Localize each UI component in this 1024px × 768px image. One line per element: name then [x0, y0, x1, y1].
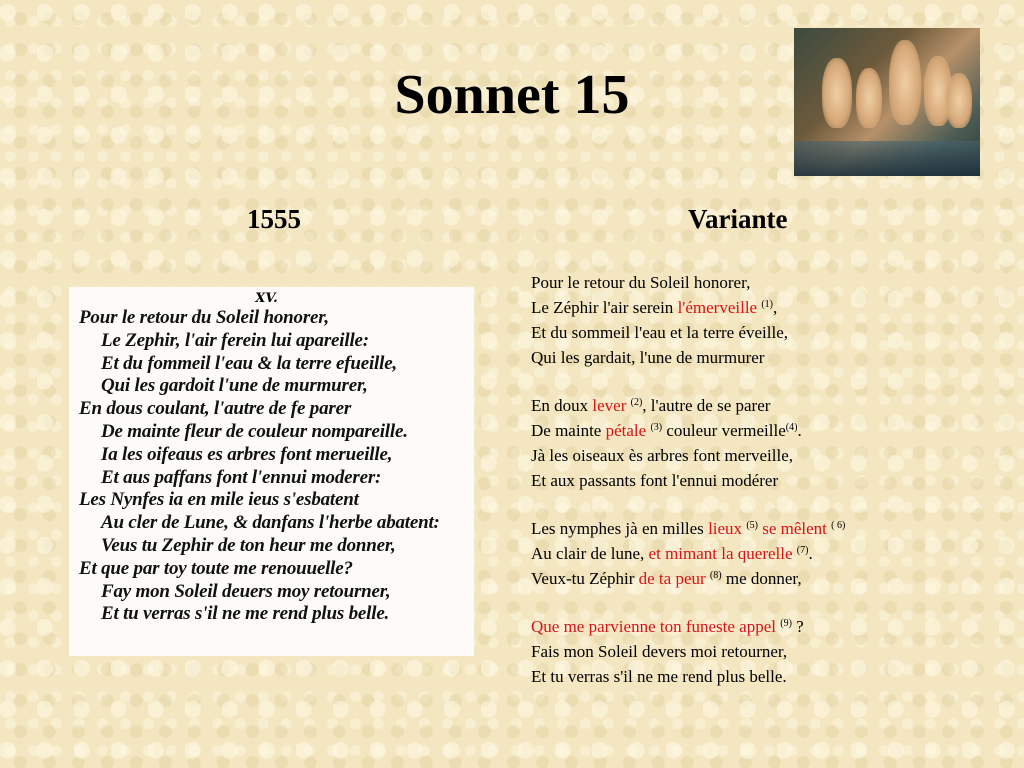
footnote-ref: (7): [796, 545, 809, 556]
variant-word: de ta peur: [638, 569, 706, 588]
scan-line: Et tu verras s'il ne me rend plus belle.: [101, 603, 390, 625]
original-text-scan: [69, 287, 474, 656]
footnote-ref: (4): [785, 422, 798, 433]
variant-poem: [531, 270, 971, 712]
scan-line: Et que par toy toute me renouuelle?: [79, 557, 353, 579]
scan-line: En dous coulant, l'autre de fe parer: [79, 398, 352, 420]
footnote-ref: (5): [746, 520, 758, 531]
poem-line: De mainte pétale $^{(3)}$ couleur vermeille$^{(4)}$.: [531, 421, 802, 440]
scan-line: Qui les gardoit l'une de murmurer,: [101, 375, 368, 397]
poem-line: Qui les gardait, l'une de murmurer: [531, 348, 765, 367]
scan-line: Les Nynfes ia en mile ieus s'esbatent: [79, 489, 359, 511]
variant-word: l'émerveille: [677, 298, 758, 317]
scan-line: Fay mon Soleil deuers moy retourner,: [101, 580, 391, 602]
poem-line: En doux lever $^{(2)}$, l'autre de se parer: [531, 396, 771, 415]
footnote-ref: (2): [630, 397, 643, 408]
scan-line: De mainte fleur de couleur nompareille.: [101, 420, 408, 442]
stanza-1: [531, 270, 971, 370]
poem-line: Et tu verras s'il ne me rend plus belle.: [531, 667, 787, 686]
poem-line: Fais mon Soleil devers moi retourner,: [531, 642, 788, 661]
column-heading-variant: Variante: [688, 204, 788, 234]
poem-line: Jà les oiseaux ès arbres font merveille,: [531, 446, 793, 465]
footnote-ref: (9): [780, 618, 792, 629]
poem-line: Au clair de lune, et mimant la querelle $^{(7)}$.: [531, 544, 813, 563]
scan-line: Et du fommeil l'eau & la terre efueille,: [101, 352, 397, 374]
scan-line: Veus tu Zephir de ton heur me donner,: [101, 534, 396, 556]
scan-line: Au cler de Lune, & danfans l'herbe abatent:: [101, 512, 440, 534]
stanza-3: [531, 516, 971, 591]
slide-title: Sonnet 15: [394, 64, 630, 126]
footnote-ref: (3): [650, 422, 663, 433]
variant-word: lieux: [708, 519, 743, 538]
footnote-ref: ( 6): [831, 520, 846, 531]
variant-word: et mimant la querelle: [648, 544, 793, 563]
variant-word: se mêlent: [762, 519, 827, 538]
poem-line: Et aux passants font l'ennui modérer: [531, 471, 779, 490]
poem-line: Veux-tu Zéphir de ta peur $^{(8)}$ me donner,: [531, 569, 802, 588]
stanza-2: [531, 393, 971, 493]
variant-word: Que me parvienne ton funeste appel: [531, 617, 776, 636]
variant-word: pétale: [605, 421, 647, 440]
scan-line: Ia les oifeaus es arbres font merueille,: [101, 443, 393, 465]
painting-image: [794, 28, 980, 176]
poem-line: Et du sommeil l'eau et la terre éveille,: [531, 323, 789, 342]
poem-line: Les nymphes jà en milles lieux $^{(5)}$ se mêlent $^{( 6)}$: [531, 519, 846, 538]
stanza-4: [531, 614, 971, 689]
footnote-ref: (1): [761, 299, 774, 310]
sonnet-number: XV.: [255, 291, 278, 306]
poem-line: Pour le retour du Soleil honorer,: [531, 273, 751, 292]
scan-line: Pour le retour du Soleil honorer,: [79, 307, 329, 328]
scan-line: Et aus paffans font l'ennui moderer:: [101, 466, 382, 488]
variant-word: lever: [592, 396, 627, 415]
column-heading-original: 1555: [247, 204, 301, 234]
poem-line: Que me parvienne ton funeste appel $^{(9)}$ ?: [531, 617, 804, 636]
footnote-ref: (8): [709, 570, 722, 581]
poem-line: Le Zéphir l'air serein l'émerveille $^{(1)}$,: [531, 298, 778, 317]
scan-line: Le Zephir, l'air ferein lui apareille:: [101, 329, 369, 351]
